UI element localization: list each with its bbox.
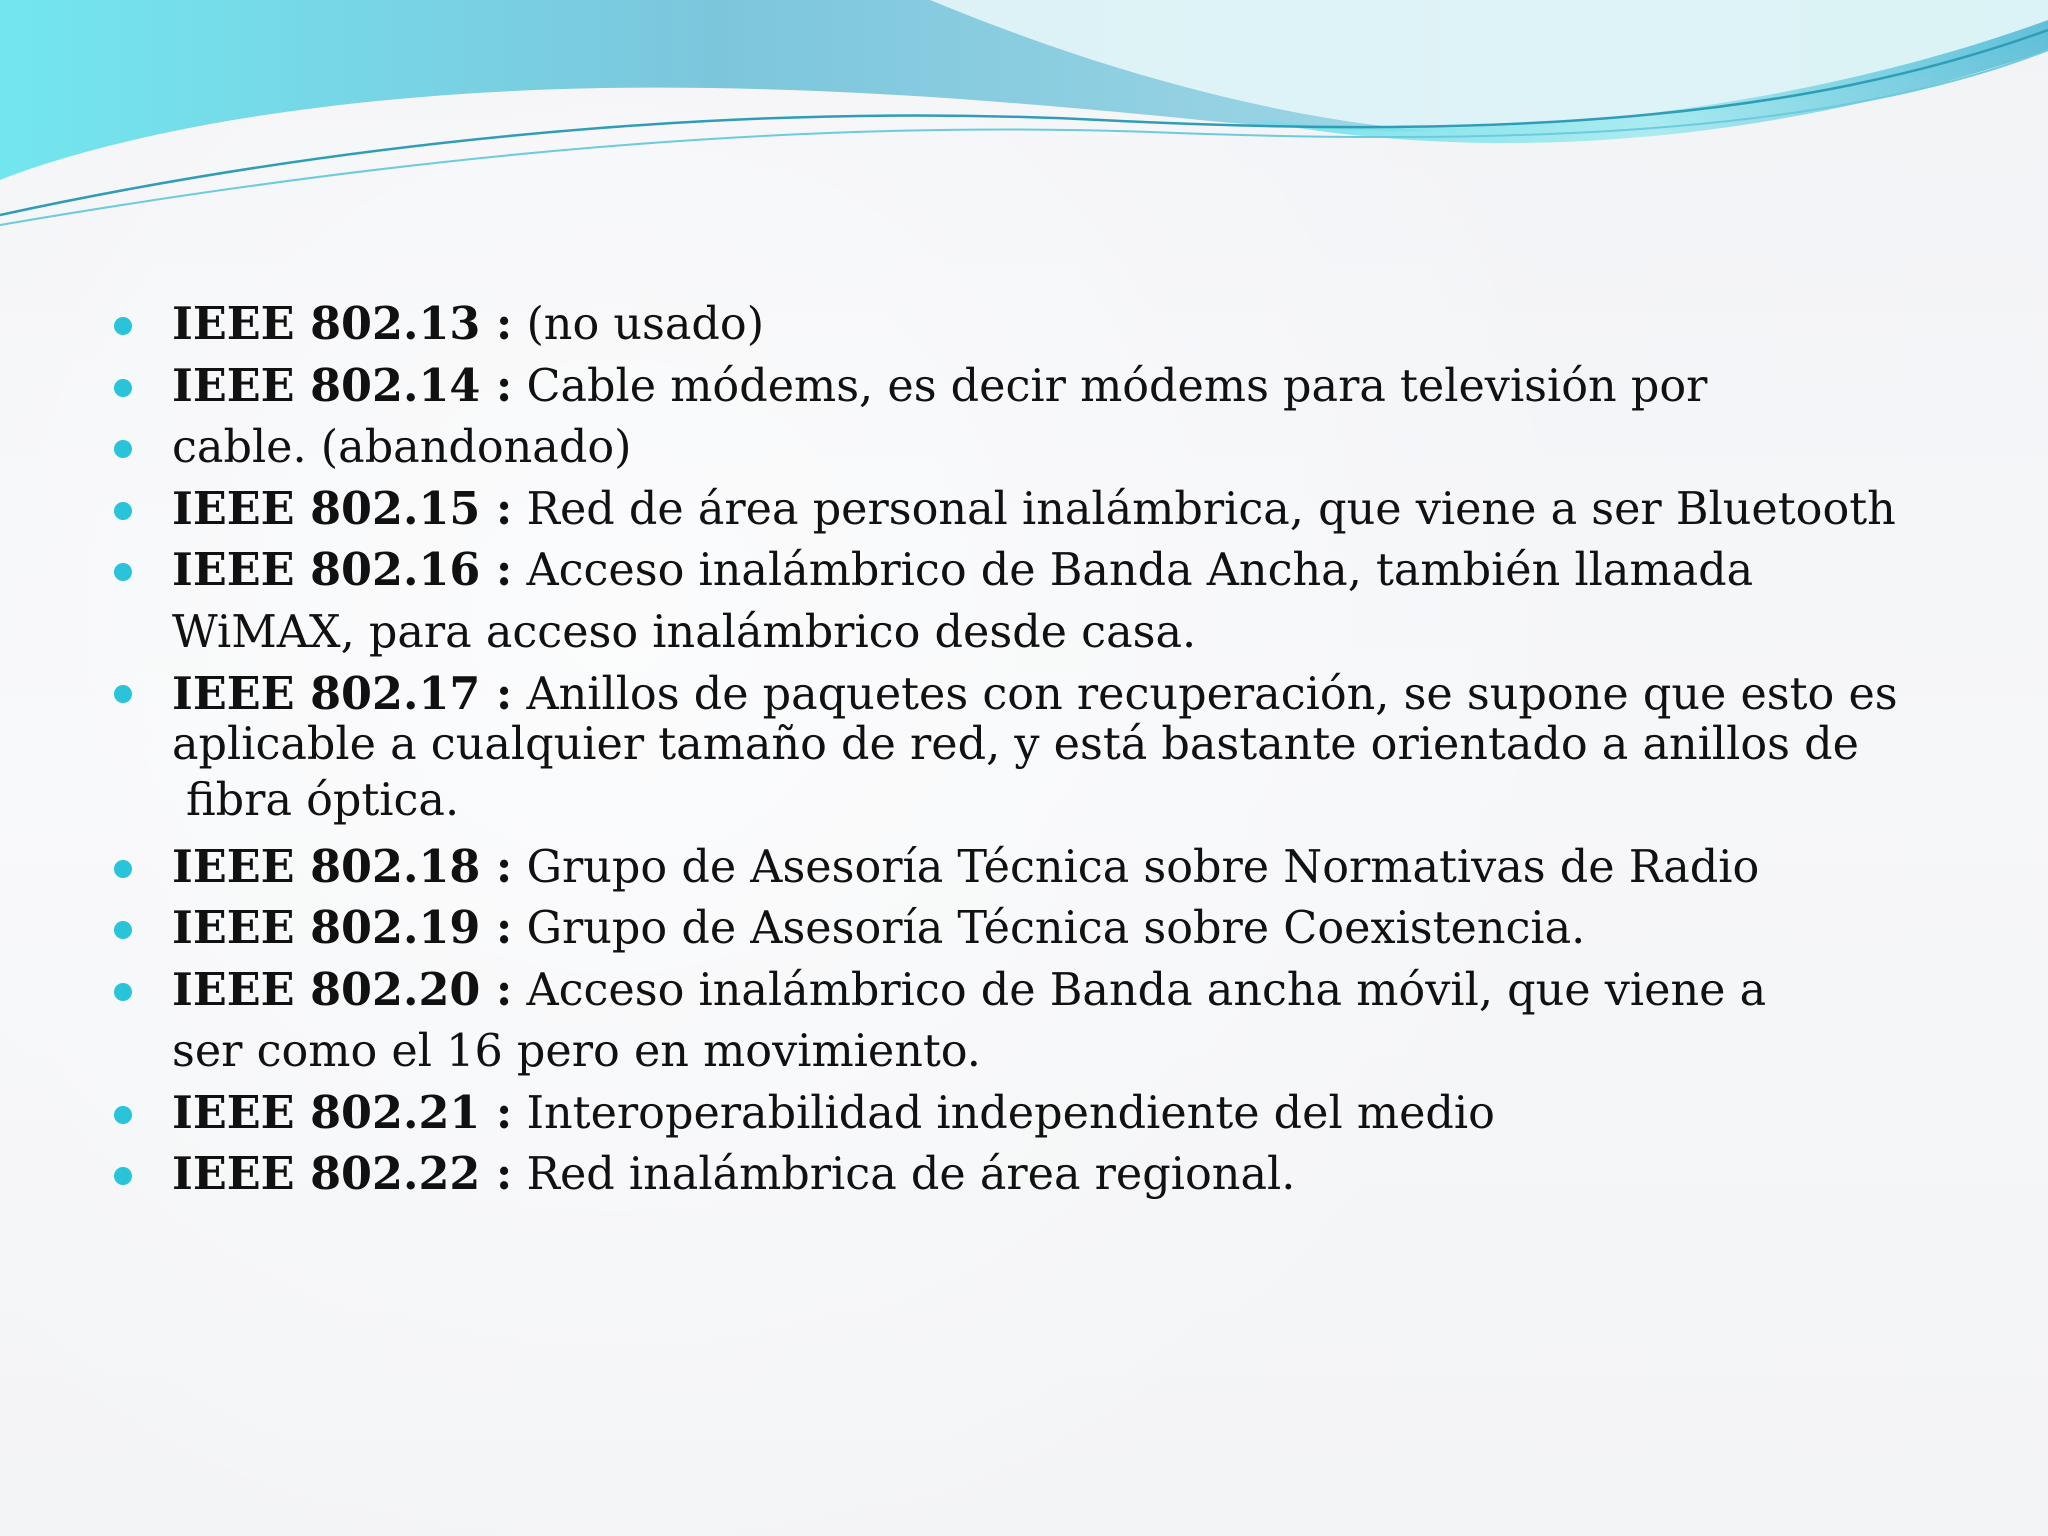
bullet-icon <box>114 921 132 939</box>
list-item-802-22 <box>112 1144 1892 1206</box>
item-continuation: WiMAX, para acceso inalámbrico desde casa. <box>172 606 1197 658</box>
item-text: Cable módems, es decir módems para televisión por <box>512 360 1708 412</box>
item-continuation: ser como el 16 pero en movimiento. <box>172 1026 981 1077</box>
list-item-802-16 <box>112 540 1892 663</box>
item-label: IEEE 802.18 : <box>172 840 513 893</box>
bullet-icon <box>114 1106 132 1124</box>
decorative-wave-header <box>0 0 2048 240</box>
list-item-802-14-continued <box>112 417 1892 479</box>
item-text: Acceso inalámbrico de Banda ancha móvil, que viene a <box>512 964 1767 1016</box>
item-text: Red de área personal inalámbrica, que viene a ser Bluetooth <box>512 483 1896 535</box>
bullet-icon <box>114 983 132 1001</box>
item-label: IEEE 802.16 : <box>172 544 513 596</box>
item-label: IEEE 802.14 : <box>172 359 513 412</box>
item-text: cable. (abandonado) <box>172 422 632 473</box>
item-label: IEEE 802.20 : <box>172 963 513 1016</box>
item-label: IEEE 802.17 : <box>172 668 513 720</box>
list-item-802-14 <box>112 356 1892 418</box>
item-continuation-2: fibra óptica. <box>186 775 460 826</box>
bullet-icon <box>114 685 132 703</box>
item-text: Acceso inalámbrico de Banda Ancha, también llamada <box>512 545 1754 596</box>
list-item-802-21 <box>112 1083 1892 1145</box>
item-text: Interoperabilidad independiente del medio <box>512 1087 1495 1139</box>
item-label: IEEE 802.19 : <box>172 902 513 954</box>
bullet-icon <box>114 563 132 581</box>
bullet-icon <box>114 317 132 335</box>
item-text: Anillos de paquetes con recuperación, se supone que esto es <box>512 669 1898 720</box>
item-label: IEEE 802.21 : <box>172 1086 513 1139</box>
list-item-802-18 <box>112 837 1892 899</box>
bullet-icon <box>114 860 132 878</box>
item-label: IEEE 802.15 : <box>172 482 513 535</box>
item-label: IEEE 802.22 : <box>172 1148 513 1200</box>
bullet-icon <box>114 379 132 397</box>
bullet-icon <box>114 502 132 520</box>
list-item-802-15 <box>112 479 1896 541</box>
list-item-802-17 <box>112 663 1898 837</box>
item-label: IEEE 802.13 : <box>172 298 513 350</box>
item-text: (no usado) <box>512 299 765 350</box>
list-item-802-13 <box>112 294 1892 356</box>
list-item-802-19 <box>112 898 1892 960</box>
bullet-icon <box>114 440 132 458</box>
ieee-standards-list <box>112 294 1898 1206</box>
item-text: Grupo de Asesoría Técnica sobre Coexistencia. <box>512 903 1586 954</box>
item-text: Grupo de Asesoría Técnica sobre Normativas de Radio <box>512 841 1760 893</box>
item-continuation: aplicable a cualquier tamaño de red, y está bastante orientado a anillos de <box>172 719 1859 770</box>
item-text: Red inalámbrica de área regional. <box>512 1149 1296 1200</box>
bullet-icon <box>114 1167 132 1185</box>
list-item-802-20 <box>112 960 1892 1083</box>
